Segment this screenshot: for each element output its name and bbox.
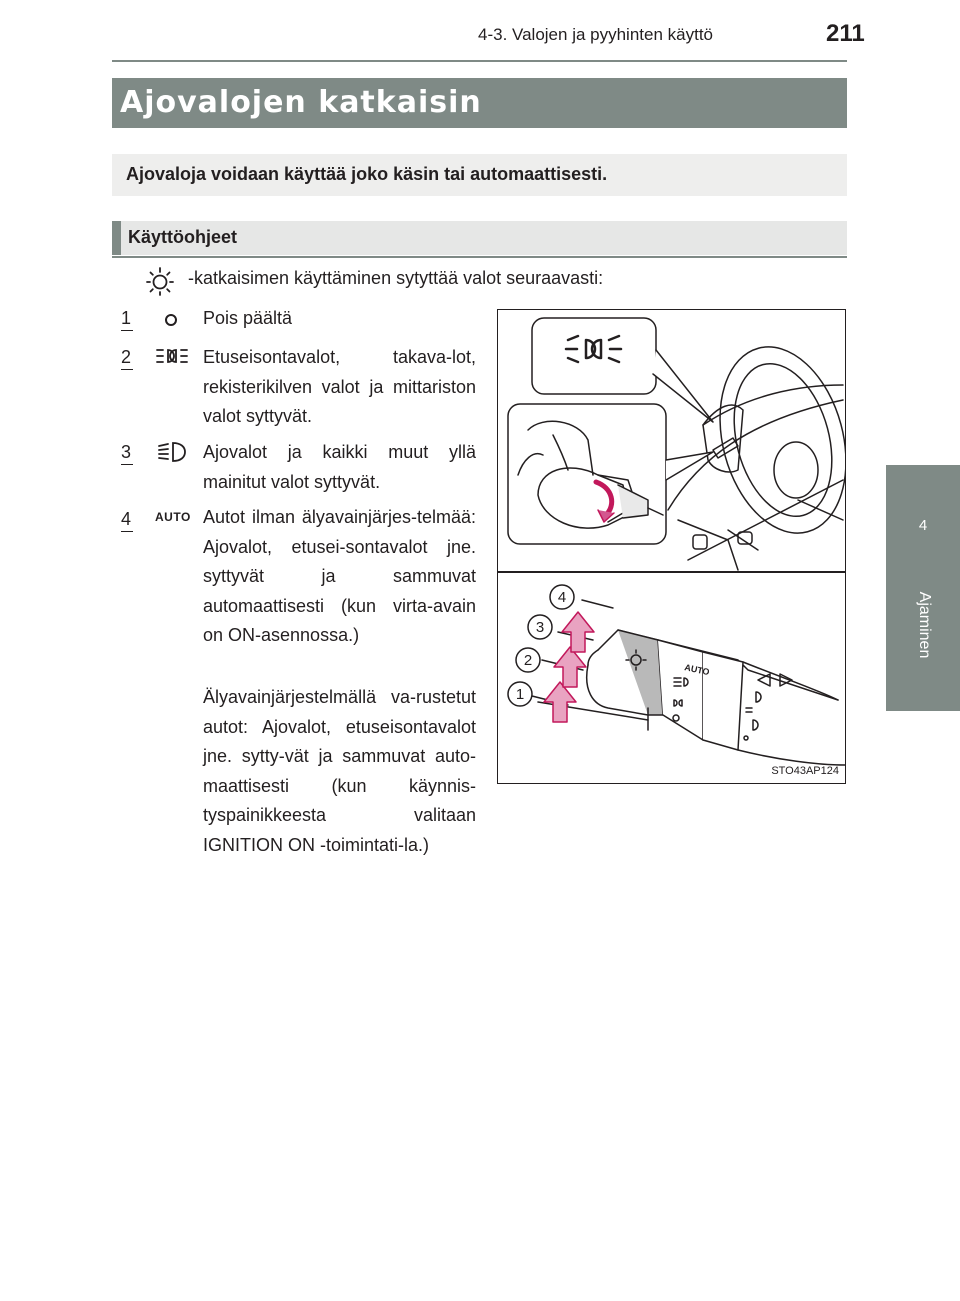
page-number: 211	[826, 20, 865, 47]
intro-box	[112, 154, 847, 196]
off-circle-icon	[161, 310, 181, 330]
item-text-4: Autot ilman älyavainjärjes-telmää: Ajovalot, etusei-sontavalot jne. syttyvät ja sammuvat automaattisesti (kun virta-avain on ON-asennossa.)	[203, 507, 476, 645]
item-number-1: 1	[121, 308, 132, 328]
subheading-divider	[112, 256, 847, 258]
section-header: 4-3. Valojen ja pyyhinten käyttö	[478, 25, 713, 44]
header-divider	[112, 60, 847, 62]
item-text-4-smart-key: Älyavainjärjestelmällä va-rustetut autot: Ajovalot, etuseisontavalot jne. sytty-vät ja sammuvat auto-maattisesti (kun käynnis-tyspainikkeesta valitaan IGNITION ON -toimintati-la.)	[203, 687, 476, 855]
chapter-tab[interactable]	[886, 465, 960, 711]
page-title: Ajovalojen katkaisin	[120, 85, 482, 120]
parking-light-icon	[155, 345, 189, 367]
switch-auto-label: AUTO	[683, 662, 711, 678]
light-switch-icon	[145, 266, 175, 296]
item-text-1: Pois päältä	[203, 308, 293, 328]
item-text-2: Etuseisontavalot, takava-lot, rekisterikilven valot ja mittariston valot syttyvät.	[203, 347, 476, 426]
callout-3: 3	[535, 619, 545, 636]
callout-4: 4	[557, 589, 567, 606]
item-number-2: 2	[121, 347, 132, 367]
lead-text: -katkaisimen käyttäminen sytyttää valot seuraavasti:	[188, 268, 604, 288]
callout-1: 1	[515, 686, 525, 703]
figure-code: STO43AP124	[771, 765, 839, 777]
intro-text: Ajovaloja voidaan käyttää joko käsin tai automaattisesti.	[126, 164, 608, 184]
chapter-number: 4	[918, 517, 928, 534]
item-number-3: 3	[121, 442, 132, 462]
chapter-label: Ajaminen	[916, 591, 933, 659]
callout-2: 2	[523, 652, 533, 669]
item-text-3: Ajovalot ja kaikki muut yllä mainitut valot syttyvät.	[203, 442, 476, 492]
subheading: Käyttöohjeet	[128, 227, 238, 247]
subheading-accent	[112, 221, 121, 255]
title-bar	[112, 78, 847, 128]
headlight-icon	[156, 440, 188, 464]
item-number-4: 4	[121, 509, 132, 529]
subheading-box	[112, 221, 847, 255]
auto-icon: AUTO	[155, 510, 191, 524]
switch-illustration	[497, 309, 846, 784]
illustration-drawing	[498, 310, 845, 783]
